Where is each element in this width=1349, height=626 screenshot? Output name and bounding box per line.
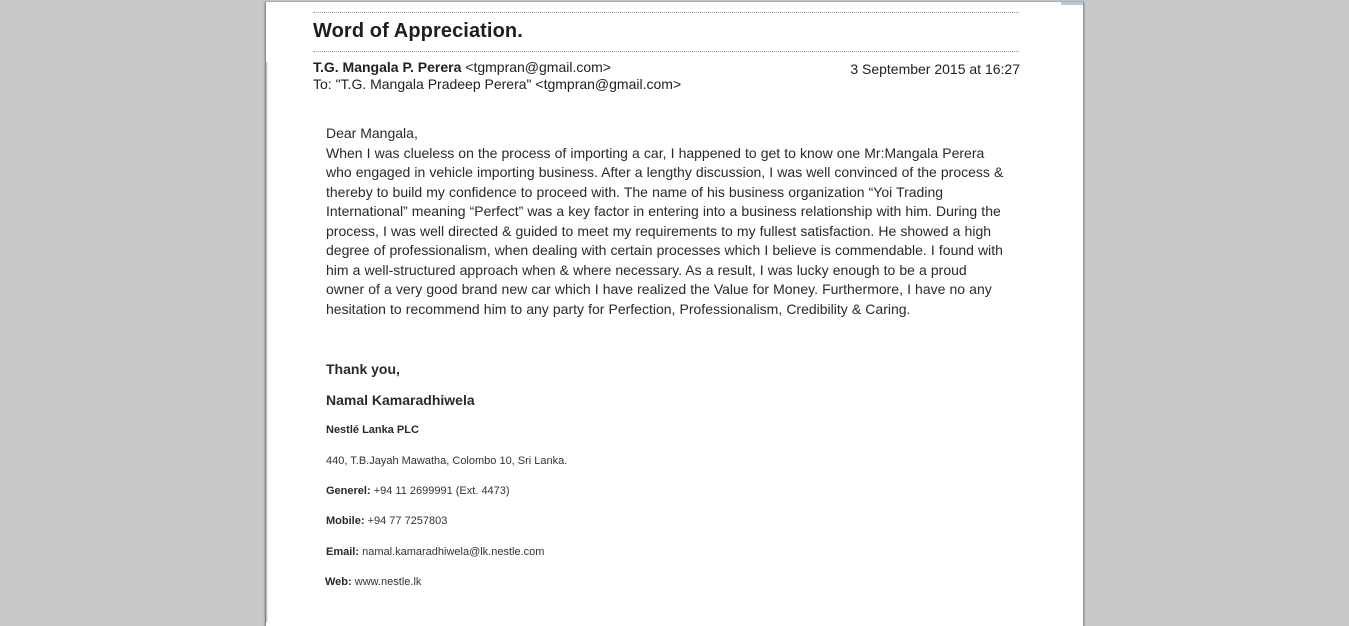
header-divider-rule [313, 51, 1019, 52]
signer-name: Namal Kamaradhiwela [326, 392, 475, 408]
signature-general-phone [326, 485, 510, 497]
letter-greeting: Dear Mangala, [326, 125, 418, 141]
recipient: "T.G. Mangala Pradeep Perera" <tgmpran@gmail.com> [335, 76, 682, 92]
general-phone-value: +94 11 2699991 (Ext. 4473) [373, 485, 510, 497]
signature-email [326, 546, 544, 558]
email-label: Email: [326, 546, 360, 558]
signature-web [325, 576, 421, 588]
web-label: Web: [325, 576, 352, 588]
mobile-value: +94 77 7257803 [367, 515, 448, 527]
letter-paragraph: When I was clueless on the process of importing a car, I happened to get to know one Mr:Mangala Perera who engaged in vehicle importing business. After a lengthy discussion, I was well convinced of the process & thereby to build my confidence to proceed with. The name of his business organization “Yoi Trading International” meaning “Perfect” was a key factor in entering into a business relationship with him. During the process, I was well directed & guided to meet my requirements to my fullest satisfaction. He showed a high degree of professionalism, when dealing with certain processes which I believe is commendable. I found with him a well-structured approach when & where necessary. As a result, I was lucky enough to be a proud owner of a very good brand new car which I have realized the Value for Money. Furthermore, I have no any hesitation to recommend him to any party for Perfection, Professionalism, Credibility & Caring. [326, 144, 1004, 317]
signature-address: 440, T.B.Jayah Mawatha, Colombo 10, Sri Lanka. [326, 455, 568, 467]
email-from-line [313, 59, 611, 75]
signature-mobile [326, 515, 447, 527]
web-value: www.nestle.lk [354, 576, 422, 588]
email-value: namal.kamaradhiwela@lk.nestle.com [362, 546, 545, 558]
letter-body [326, 124, 1016, 319]
general-phone-label: Generel: [326, 485, 371, 497]
page-edge-strip [1061, 2, 1083, 5]
email-subject: Word of Appreciation. [313, 20, 523, 42]
document-page [265, 2, 1084, 626]
email-to-line [313, 76, 681, 92]
mobile-label: Mobile: [326, 515, 365, 527]
letter-closing: Thank you, [326, 361, 400, 377]
to-label: To: [313, 76, 332, 92]
sender-address: <tgmpran@gmail.com> [465, 59, 611, 75]
signature-company: Nestlé Lanka PLC [326, 424, 419, 436]
email-date: 3 September 2015 at 16:27 [850, 61, 1020, 77]
sender-name: T.G. Mangala P. Perera [313, 59, 462, 75]
scan-edge-shadow [266, 62, 268, 622]
header-top-rule [313, 12, 1019, 13]
